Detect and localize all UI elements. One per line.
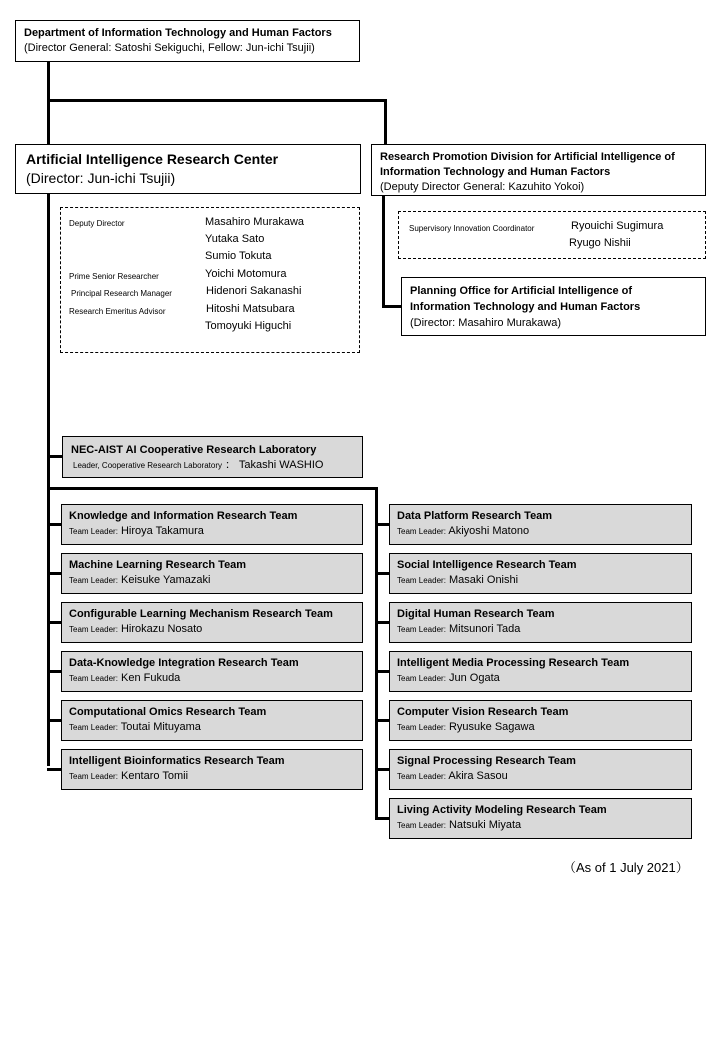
department-title: Department of Information Technology and Human Factors <box>24 27 332 39</box>
airc-box <box>15 144 361 194</box>
coordinator-name: Ryugo Nishii <box>569 237 631 249</box>
team-name: Living Activity Modeling Research Team <box>397 804 607 816</box>
planning-office-box <box>401 277 706 336</box>
planning-branch-line <box>382 305 402 308</box>
team-connector-line <box>375 670 390 673</box>
team-leader-name: Ryusuke Sagawa <box>448 721 535 733</box>
team-name: Digital Human Research Team <box>397 608 555 620</box>
deputy-director-name: Masahiro Murakawa <box>205 216 305 228</box>
team-box <box>389 749 692 790</box>
planning-title-line1: Planning Office for Artificial Intelligence of <box>410 285 633 297</box>
team-leader <box>397 818 521 833</box>
team-box <box>61 651 363 692</box>
team-leader <box>69 573 210 588</box>
promotion-title-line2: Information Technology and Human Factors <box>380 166 611 178</box>
team-name: Machine Learning Research Team <box>69 559 247 571</box>
team-name: Intelligent Media Processing Research Team <box>397 657 630 669</box>
team-leader-name: Hiroya Takamura <box>120 525 204 537</box>
nec-lab-leader-name: ： Takashi WASHIO <box>225 459 324 471</box>
team-leader <box>69 524 204 539</box>
deputy-director-name: Sumio Tokuta <box>205 250 272 262</box>
nec-lab-box <box>62 436 363 478</box>
team-connector-line <box>47 523 62 526</box>
team-name: Knowledge and Information Research Team <box>69 510 298 522</box>
coordinator-box <box>398 211 706 259</box>
nec-lab-leader-label: Leader, Cooperative Research Laboratory <box>73 461 222 470</box>
team-box <box>389 700 692 741</box>
team-leader-label: Team Leader: <box>69 723 118 732</box>
team-leader-label: Team Leader: <box>397 674 446 683</box>
team-name: Configurable Learning Mechanism Research Team <box>69 608 333 620</box>
team-leader-label: Team Leader: <box>69 527 118 536</box>
team-leader <box>69 622 202 637</box>
team-leader-label: Team Leader: <box>397 772 446 781</box>
team-connector-line <box>375 817 390 820</box>
prime-senior-label: Prime Senior Researcher <box>69 272 159 281</box>
team-connector-line <box>47 719 62 722</box>
team-leader <box>397 720 535 735</box>
principal-manager-name: Hidenori Sakanashi <box>206 285 302 297</box>
team-box <box>61 553 363 594</box>
team-leader-label: Team Leader: <box>397 821 446 830</box>
team-leader-label: Team Leader: <box>397 576 446 585</box>
team-leader-name: Toutai Mituyama <box>120 721 201 733</box>
team-connector-line <box>47 670 62 673</box>
team-leader-name: Akiyoshi Matono <box>448 525 530 537</box>
promotion-title-line1: Research Promotion Division for Artificial Intelligence of <box>380 151 675 163</box>
team-leader <box>69 671 180 686</box>
nec-branch-line <box>47 455 62 458</box>
team-connector-line <box>375 621 390 624</box>
as-of-date: （As of 1 July 2021） <box>563 860 689 875</box>
team-connector-line <box>375 719 390 722</box>
team-leader-label: Team Leader: <box>397 625 446 634</box>
team-leader-label: Team Leader: <box>69 625 118 634</box>
promotion-deputy: (Deputy Director General: Kazuhito Yokoi) <box>380 181 585 193</box>
team-box <box>389 553 692 594</box>
promotion-division-box <box>371 144 706 196</box>
team-connector-line <box>375 523 390 526</box>
team-leader-label: Team Leader: <box>69 576 118 585</box>
team-leader-label: Team Leader: <box>69 674 118 683</box>
prime-senior-name: Yoichi Motomura <box>205 268 287 280</box>
team-name: Signal Processing Research Team <box>397 755 576 767</box>
planning-title-line2: Information Technology and Human Factors <box>410 301 641 313</box>
airc-director: (Director: Jun-ichi Tsujii) <box>26 170 176 186</box>
team-leader <box>397 622 520 637</box>
team-connector-line <box>47 768 62 771</box>
team-leader-name: Akira Sasou <box>448 770 508 782</box>
team-box <box>61 602 363 643</box>
team-leader <box>69 769 188 784</box>
team-connector-line <box>375 768 390 771</box>
team-name: Data Platform Research Team <box>397 510 553 522</box>
team-leader <box>397 573 518 588</box>
team-leader-label: Team Leader: <box>397 723 446 732</box>
team-leader-name: Keisuke Yamazaki <box>120 574 211 586</box>
airc-title: Artificial Intelligence Research Center <box>26 151 279 167</box>
team-connector-line <box>47 572 62 575</box>
promotion-trunk-line <box>382 196 385 307</box>
principal-manager-label: Principal Research Manager <box>71 289 172 298</box>
team-leader <box>69 720 201 735</box>
promotion-drop-line <box>384 99 387 145</box>
emeritus-name: Hitoshi Matsubara <box>206 303 295 315</box>
team-name: Computer Vision Research Team <box>397 706 569 718</box>
emeritus-name: Tomoyuki Higuchi <box>205 320 292 332</box>
team-leader-name: Mitsunori Tada <box>448 623 521 635</box>
team-leader <box>397 671 500 686</box>
team-box <box>389 504 692 545</box>
coordinator-label: Supervisory Innovation Coordinator <box>409 224 535 233</box>
team-box <box>61 700 363 741</box>
team-leader-name: Hirokazu Nosato <box>120 623 203 635</box>
team-leader <box>397 524 529 539</box>
department-subtitle: (Director General: Satoshi Sekiguchi, Fellow: Jun-ichi Tsujii) <box>24 42 315 54</box>
team-leader-label: Team Leader: <box>69 772 118 781</box>
team-leader-name: Masaki Onishi <box>448 574 519 586</box>
deputy-director-name: Yutaka Sato <box>205 233 265 245</box>
deputy-director-label: Deputy Director <box>69 219 125 228</box>
team-connector-line <box>375 572 390 575</box>
nec-lab-leader <box>73 458 323 473</box>
team-leader-name: Jun Ogata <box>448 672 500 684</box>
team-box <box>389 651 692 692</box>
emeritus-label: Research Emeritus Advisor <box>69 307 166 316</box>
team-leader <box>397 769 508 784</box>
team-box <box>61 749 363 790</box>
teams-branch-line <box>47 487 378 490</box>
team-name: Social Intelligence Research Team <box>397 559 577 571</box>
nec-lab-title: NEC-AIST AI Cooperative Research Laboratory <box>71 444 317 456</box>
team-leader-name: Ken Fukuda <box>120 672 181 684</box>
team-leader-label: Team Leader: <box>397 527 446 536</box>
team-connector-line <box>47 621 62 624</box>
staff-box <box>60 207 360 353</box>
team-box <box>389 798 692 839</box>
team-name: Computational Omics Research Team <box>69 706 267 718</box>
team-name: Data-Knowledge Integration Research Team <box>69 657 299 669</box>
team-leader-name: Natsuki Miyata <box>448 819 522 831</box>
planning-director: (Director: Masahiro Murakawa) <box>410 317 561 329</box>
department-box <box>15 20 360 62</box>
team-box <box>61 504 363 545</box>
team-leader-name: Kentaro Tomii <box>120 770 189 782</box>
team-name: Intelligent Bioinformatics Research Team <box>69 755 285 767</box>
coordinator-name: Ryouichi Sugimura <box>571 220 664 232</box>
top-branch-line <box>47 99 387 102</box>
team-box <box>389 602 692 643</box>
